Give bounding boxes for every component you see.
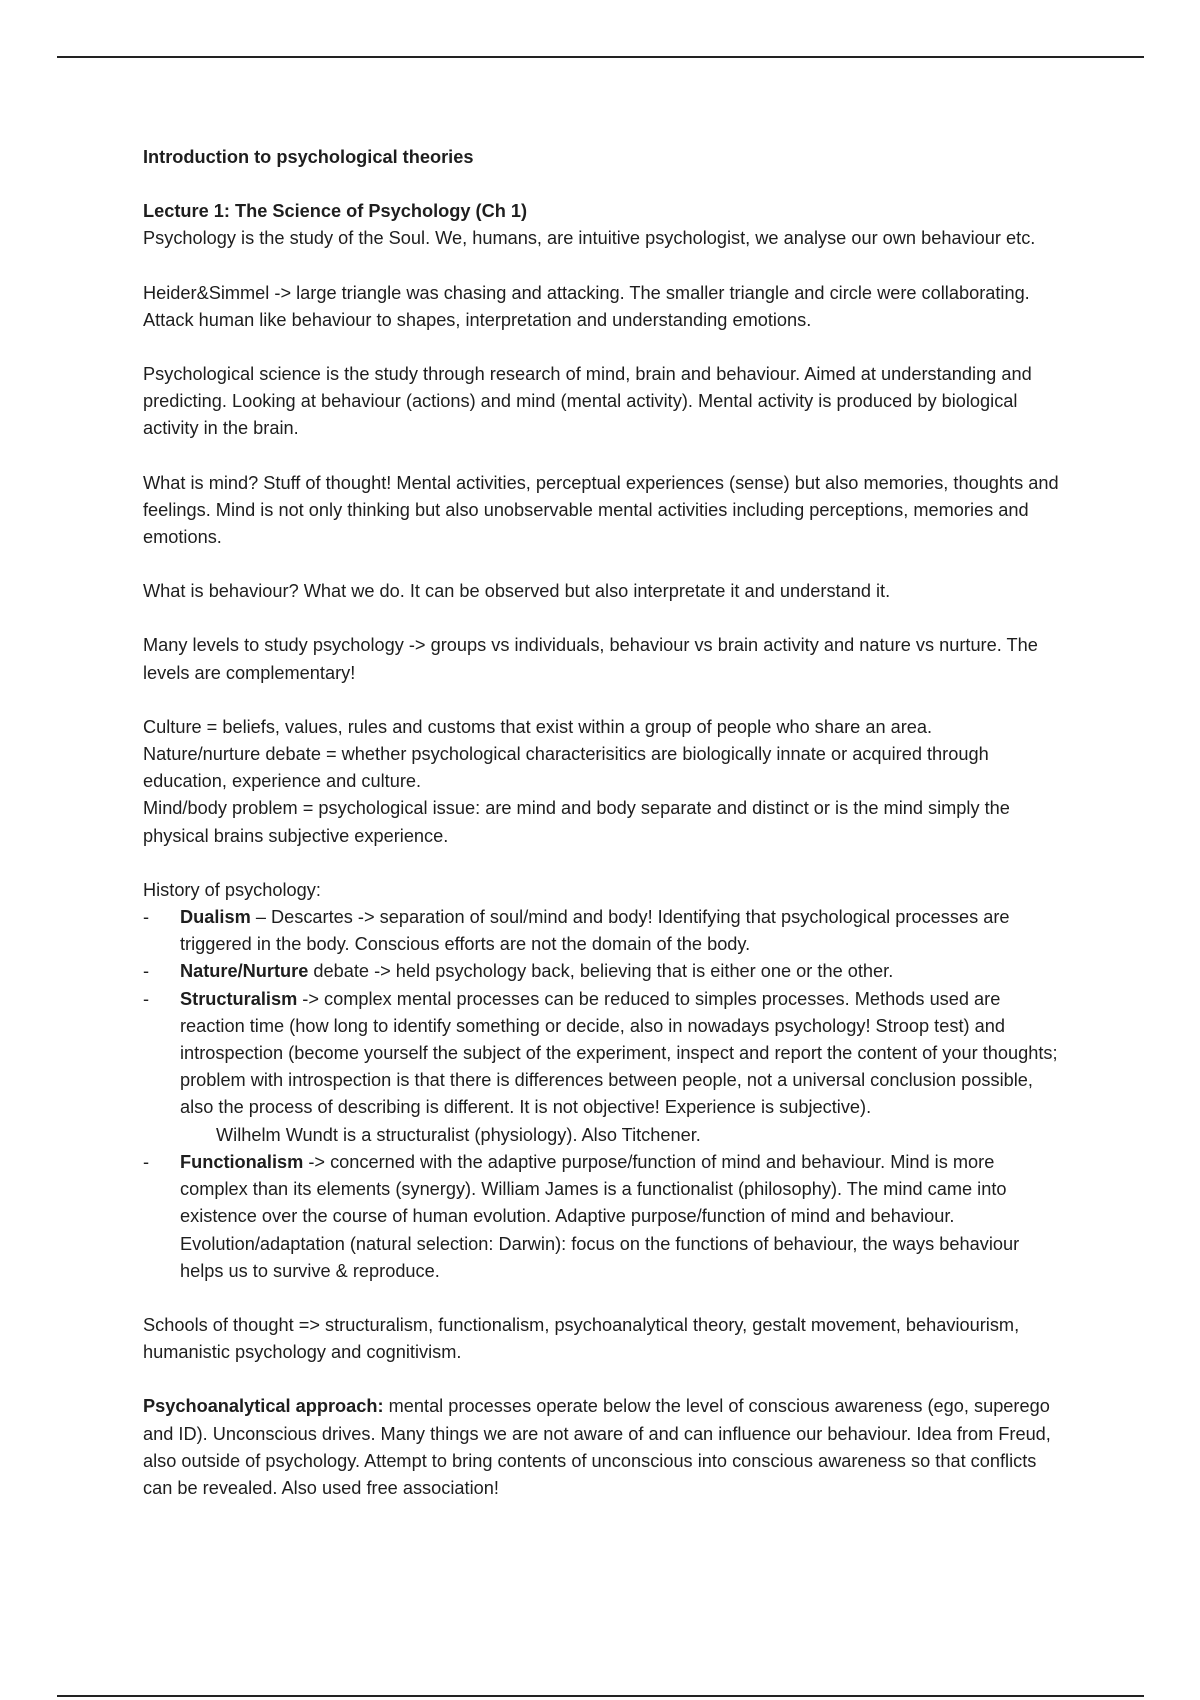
history-item-nature-nurture [143,958,1063,985]
lecture-title: Lecture 1: The Science of Psychology (Ch 1) [143,201,528,222]
paragraph-mind-body-problem: Mind/body problem = psychological issue: are mind and body separate and distinct or is the mind simply the physical brains subjective experience. [143,798,1010,846]
paragraph-levels: Many levels to study psychology -> groups vs individuals, behaviour vs brain activity and nature vs nurture. The levels are complementary! [143,635,1038,683]
list-dash: - [143,988,150,1009]
paragraph-psychoanalytical-approach [143,1393,1063,1502]
paragraph-heider-simmel: Heider&Simmel -> large triangle was chasing and attacking. The smaller triangle and circle were collaborating. Attack human like behaviour to shapes, interpretation and understanding emotions. [143,282,1030,330]
history-text-nature-nurture: debate -> held psychology back, believing that is either one or the other. [308,961,894,982]
history-item-dualism [143,904,1063,958]
history-term-structuralism: Structuralism [180,988,298,1009]
history-item-functionalism [143,1149,1063,1285]
paragraph-nature-nurture-debate: Nature/nurture debate = whether psychological characterisitics are biologically innate or acquired through education, experience and culture. [143,744,989,792]
history-text-dualism: – Descartes -> separation of soul/mind and body! Identifying that psychological processes are triggered in the body. Conscious efforts are not the domain of the body. [180,907,1010,955]
history-list [143,904,1063,1122]
document-body [143,144,1063,1502]
list-dash: - [143,1151,150,1172]
history-item-structuralism [143,986,1063,1122]
history-term-functionalism: Functionalism [180,1151,304,1172]
list-dash: - [143,907,150,928]
history-term-dualism: Dualism [180,907,251,928]
wundt-note: Wilhelm Wundt is a structuralist (physiology). Also Titchener. [216,1124,701,1145]
history-text-structuralism: -> complex mental processes can be reduced to simples processes. Methods used are reaction time (how long to identify something or decide, also in nowadays psychology! Stroop test) and introspection (become yourself the subject of the experiment, inspect and report the content of your thoughts; problem with introspection is that there is differences between people, not a universal conclusion possible, also the process of describing is different. It is not objective! Experience is subjective). [180,988,1058,1118]
paragraph-intro: Psychology is the study of the Soul. We, humans, are intuitive psychologist, we analyse our own behaviour etc. [143,228,1036,249]
psychoanalytic-term: Psychoanalytical approach: [143,1396,384,1417]
history-list-continued [143,1149,1063,1285]
paragraph-what-is-behaviour: What is behaviour? What we do. It can be observed but also interpretate it and understand it. [143,581,891,602]
footer-rule [57,1695,1144,1697]
history-heading: History of psychology: [143,879,321,900]
paragraph-what-is-mind: What is mind? Stuff of thought! Mental activities, perceptual experiences (sense) but also memories, thoughts and feelings. Mind is not only thinking but also unobservable mental activities including perceptions, memories and emotions. [143,472,1059,548]
list-dash: - [143,961,150,982]
history-text-functionalism: -> concerned with the adaptive purpose/function of mind and behaviour. Mind is more complex than its elements (synergy). William James is a functionalist (philosophy). The mind came into existence over the course of human evolution. Adaptive purpose/function of mind and behaviour. Evolution/adaptation (natural selection: Darwin): focus on the functions of behaviour, the ways behaviour helps us to survive & reproduce. [180,1151,1020,1281]
paragraph-psychological-science: Psychological science is the study through research of mind, brain and behaviour. Aimed at understanding and predicting. Looking at behaviour (actions) and mind (mental activity). Mental activity is produced by biological activity in the brain. [143,364,1032,439]
history-term-nature-nurture: Nature/Nurture [180,961,309,982]
document-title: Introduction to psychological theories [143,147,474,167]
psychoanalytic-text: mental processes operate below the level of conscious awareness (ego, superego and ID). Unconscious drives. Many things we are not aware of and can influence our behaviour. Idea from Freud, also outside of psychology. Attempt to bring contents of unconscious into conscious awareness so that conflicts can be revealed. Also used free association! [143,1396,1051,1498]
paragraph-schools-of-thought: Schools of thought => structuralism, functionalism, psychoanalytical theory, gestalt movement, behaviourism, humanistic psychology and cognitivism. [143,1314,1020,1363]
header-rule [57,56,1144,58]
paragraph-culture: Culture = beliefs, values, rules and customs that exist within a group of people who share an area. [143,716,933,737]
